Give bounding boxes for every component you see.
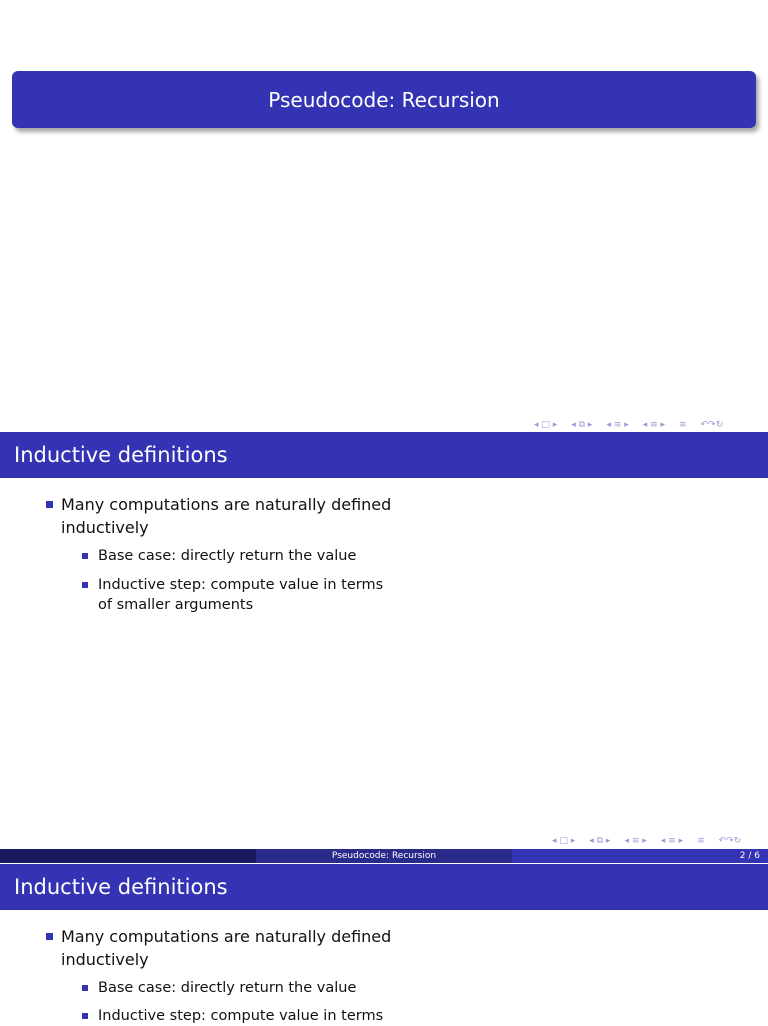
bullet-text-line: Many computations are naturally defined (61, 495, 392, 514)
frame-title-bar (0, 432, 768, 478)
nav-document-icon[interactable]: ◂ ≡ ▸ (642, 420, 666, 430)
sub-bullet-text-line: Inductive step: compute value in terms (98, 577, 384, 593)
nav-frame-icon[interactable]: ◂ □ ▸ (534, 420, 558, 430)
frame-title: Inductive definitions (14, 875, 228, 899)
bullet-text-line: inductively (61, 950, 149, 969)
nav-search-icon[interactable]: ↶↷↻ (718, 836, 742, 846)
sub-bullet-text: Base case: directly return the value (98, 980, 357, 996)
bullet-square-icon (46, 501, 53, 508)
sub-bullet-item (82, 978, 402, 998)
navigation-bar (552, 835, 741, 847)
nav-toc-icon[interactable]: ≡ (679, 420, 687, 430)
frame-title: Inductive definitions (14, 443, 228, 467)
sub-bullet-text: Inductive step: compute value in terms (98, 1008, 384, 1024)
frame-title-bar (0, 864, 768, 910)
bullet-square-icon (82, 553, 88, 559)
footline (0, 849, 768, 863)
bullet-square-icon (82, 582, 88, 588)
page-number: 2 / 6 (739, 851, 760, 861)
bullet-square-icon (82, 985, 88, 991)
nav-search-icon[interactable]: ↶↷↻ (700, 420, 724, 430)
bullet-item (46, 925, 406, 971)
bullet-text-line: inductively (61, 518, 149, 537)
sub-bullet-item (82, 1006, 402, 1024)
nav-document-icon[interactable]: ◂ ≡ ▸ (660, 836, 684, 846)
sub-bullet-text-line: of smaller arguments (98, 597, 254, 613)
nav-section-icon[interactable]: ◂ ≡ ▸ (624, 836, 647, 846)
sub-bullet-item (82, 546, 402, 566)
nav-subsection-icon[interactable]: ◂ ⧉ ▸ (589, 836, 611, 846)
bullet-square-icon (82, 1013, 88, 1019)
sub-bullet-item (82, 575, 402, 615)
nav-subsection-icon[interactable]: ◂ ⧉ ▸ (571, 420, 593, 430)
nav-frame-icon[interactable]: ◂ □ ▸ (552, 836, 576, 846)
footline-title: Pseudocode: Recursion (331, 851, 437, 861)
bullet-square-icon (46, 933, 53, 940)
nav-section-icon[interactable]: ◂ ≡ ▸ (606, 420, 629, 430)
bullet-text-line: Many computations are naturally defined (61, 927, 392, 946)
slide-title: Pseudocode: Recursion (268, 87, 500, 112)
bullet-item (46, 493, 406, 539)
navigation-bar (534, 419, 723, 431)
footline-author (0, 849, 256, 863)
sub-bullet-text: Base case: directly return the value (98, 548, 357, 564)
nav-toc-icon[interactable]: ≡ (697, 836, 705, 846)
slide-title-box (12, 71, 756, 128)
